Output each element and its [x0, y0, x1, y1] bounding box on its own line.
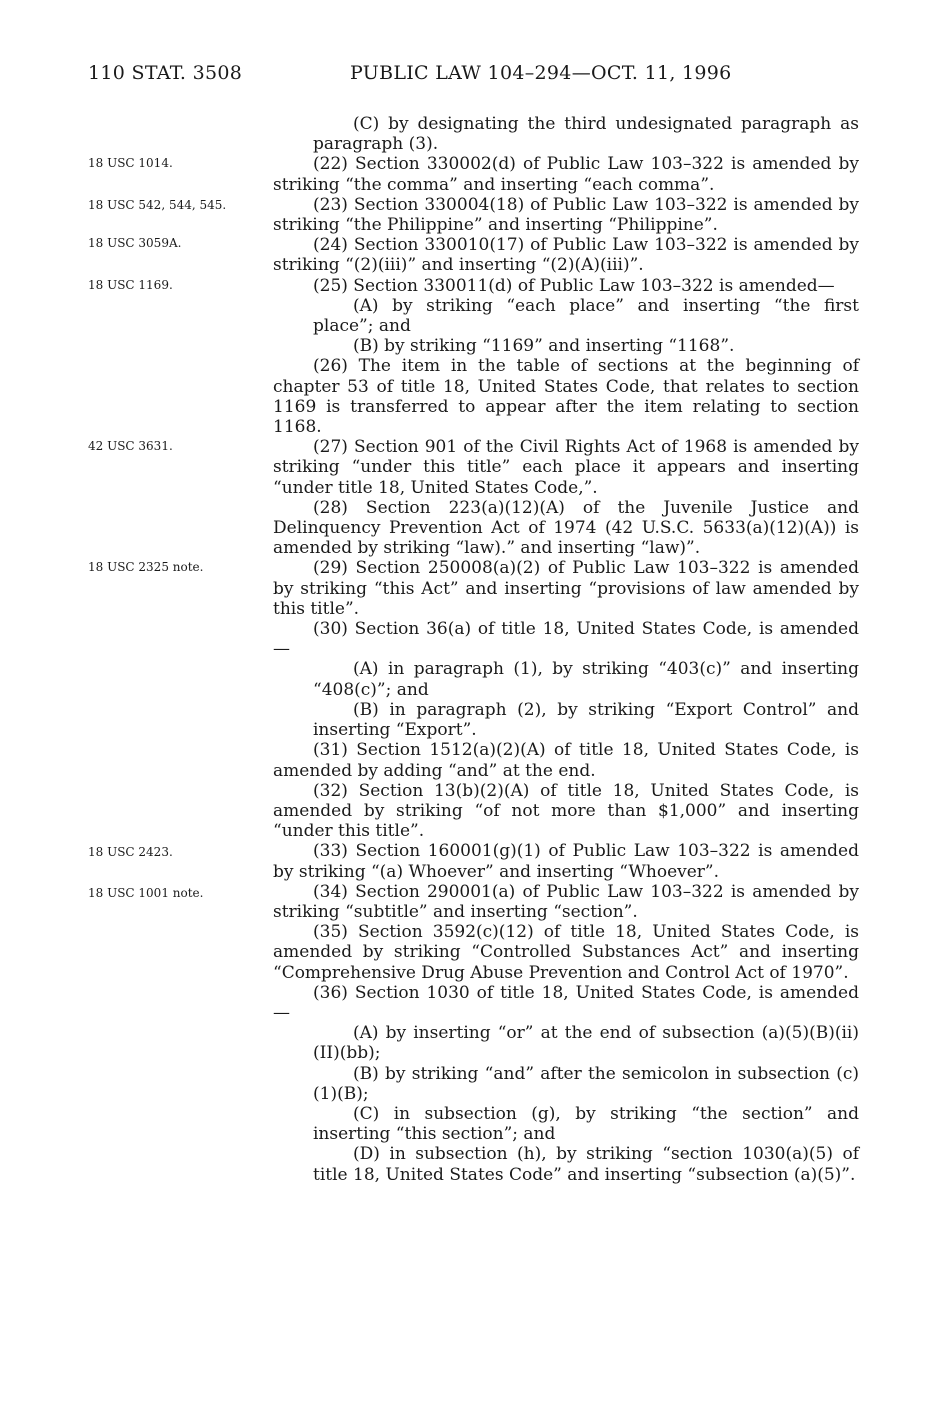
paragraph: (31) Section 1512(a)(2)(A) of title 18, United States Code, is amended by adding “and” at the end.: [273, 740, 859, 781]
paragraph: (28) Section 223(a)(12)(A) of the Juvenile Justice and Delinquency Prevention Act of 1974 (42 U.S.C. 5633(a)(12)(A)) is amended by striking “law).” and inserting “law)”.: [273, 497, 859, 559]
paragraph: (32) Section 13(b)(2)(A) of title 18, United States Code, is amended by striking “of not more than $1,000” and inserting “under this title”.: [273, 780, 859, 842]
margin-note: 42 USC 3631.: [88, 439, 173, 453]
margin-note: 18 USC 1169.: [88, 278, 173, 292]
paragraph: (24) Section 330010(17) of Public Law 103–322 is amended by striking “(2)(iii)” and inserting “(2)(A)(iii)”.: [273, 235, 859, 276]
page-header: [0, 62, 943, 94]
paragraph: (A) by striking “each place” and inserting “the first place”; and: [313, 295, 859, 337]
paragraph: (23) Section 330004(18) of Public Law 103–322 is amended by striking “the Philippine” and inserting “Philippine”.: [273, 194, 859, 236]
page-reference: 110 STAT. 3508: [88, 62, 243, 84]
paragraph: (B) by striking “1169” and inserting “1168”.: [353, 336, 735, 357]
paragraph: (C) by designating the third undesignated paragraph as paragraph (3).: [313, 114, 859, 155]
margin-note: 18 USC 542, 544, 545.: [88, 198, 227, 212]
paragraph: (30) Section 36(a) of title 18, United States Code, is amended—: [273, 619, 859, 660]
margin-note: 18 USC 3059A.: [88, 236, 182, 250]
paragraph: (A) by inserting “or” at the end of subsection (a)(5)(B)(ii)(II)(bb);: [313, 1023, 859, 1064]
paragraph: (34) Section 290001(a) of Public Law 103–322 is amended by striking “subtitle” and inserting “section”.: [273, 881, 859, 922]
page-title: PUBLIC LAW 104–294—OCT. 11, 1996: [350, 62, 732, 84]
paragraph: (22) Section 330002(d) of Public Law 103–322 is amended by striking “the comma” and inserting “each comma”.: [273, 154, 859, 195]
paragraph: (A) in paragraph (1), by striking “403(c)” and inserting “408(c)”; and: [313, 659, 859, 700]
paragraph: (27) Section 901 of the Civil Rights Act of 1968 is amended by striking “under this title” each place it appears and inserting “under title 18, United States Code,”.: [273, 437, 859, 498]
paragraph: (33) Section 160001(g)(1) of Public Law 103–322 is amended by striking “(a) Whoever” and inserting “Whoever”.: [273, 841, 859, 882]
paragraph: (29) Section 250008(a)(2) of Public Law 103–322 is amended by striking “this Act” and inserting “provisions of law amended by this title”.: [273, 558, 859, 619]
paragraph: (C) in subsection (g), by striking “the section” and inserting “this section”; and: [313, 1103, 859, 1145]
paragraph: (25) Section 330011(d) of Public Law 103–322 is amended—: [313, 275, 835, 296]
paragraph: (D) in subsection (h), by striking “section 1030(a)(5) of title 18, United States Code” and inserting “subsection (a)(5)”.: [313, 1144, 859, 1185]
statute-body: [273, 114, 859, 1185]
paragraph: (26) The item in the table of sections at the beginning of chapter 53 of title 18, United States Code, that relates to section 1169 is transferred to appear after the item relating to section 1168.: [273, 356, 859, 438]
margin-note: 18 USC 1014.: [88, 156, 173, 170]
paragraph: (35) Section 3592(c)(12) of title 18, United States Code, is amended by striking “Controlled Substances Act” and inserting “Comprehensive Drug Abuse Prevention and Control Act of 1970”.: [273, 922, 859, 983]
paragraph: (B) in paragraph (2), by striking “Export Control” and inserting “Export”.: [313, 699, 859, 741]
paragraph: (36) Section 1030 of title 18, United States Code, is amended—: [273, 982, 859, 1023]
paragraph: (B) by striking “and” after the semicolon in subsection (c)(1)(B);: [313, 1063, 859, 1104]
margin-note: 18 USC 1001 note.: [88, 886, 204, 900]
margin-note: 18 USC 2423.: [88, 845, 173, 859]
margin-note: 18 USC 2325 note.: [88, 560, 204, 574]
